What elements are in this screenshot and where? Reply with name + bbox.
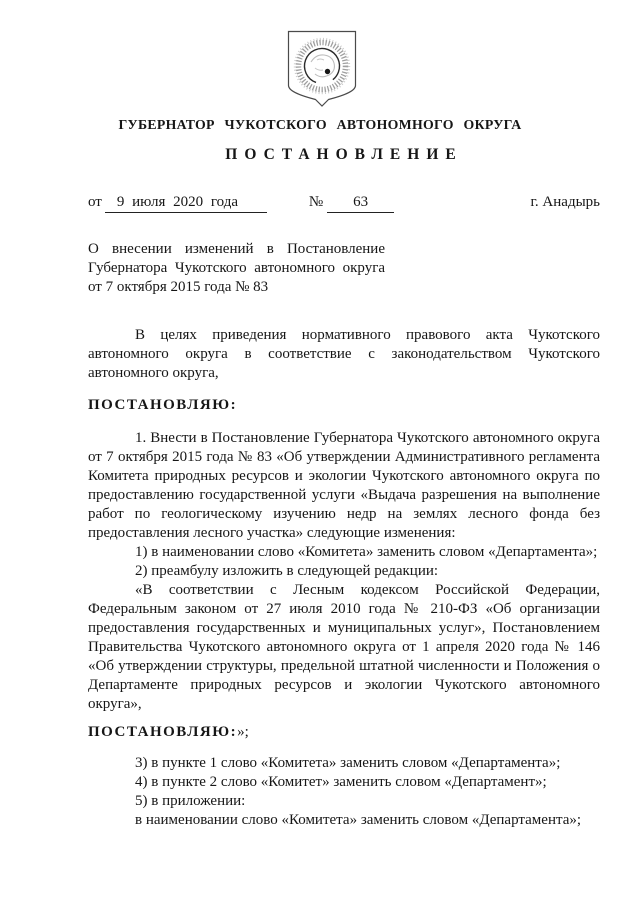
subject-line: Губернатора Чукотского автономного округа [88, 260, 385, 276]
amendment-item-2: 2) преамбулу изложить в следующей редакции: [135, 563, 439, 579]
number-label: № [308, 194, 324, 210]
chukotka-coat-of-arms-icon [287, 30, 357, 113]
number-value: 63 [327, 193, 394, 213]
subject-line: О внесении изменений в Постановление [88, 241, 385, 257]
document-subject [88, 240, 385, 297]
amendment-item-3: 3) в пункте 1 слово «Комитета» заменить словом «Департамента»; [135, 755, 561, 771]
amendment-intro-paragraph: 1. Внести в Постановление Губернатора Чукотского автономного округа от 7 октября 2015 года № 83 «Об утверждении Административного регламента Комитета природных ресурсов и экологии Чукотского автономного округа по предоставлению государственной услуги «Выдача разрешения на выполнение работ по геологическому изучению недр на землях лесного фонда без предоставления лесного участка» следующие изменения: [88, 430, 600, 541]
document-type-title: ПОСТАНОВЛЕНИЕ [225, 146, 463, 163]
intro-paragraph: В целях приведения нормативного правового акта Чукотского автономного округа в соответствие с законодательством Чукотского автономного округа, [88, 327, 600, 381]
amendment-item-5: 5) в приложении: [135, 793, 246, 809]
organization-name: ГУБЕРНАТОР ЧУКОТСКОГО АВТОНОМНОГО ОКРУГА [118, 117, 522, 132]
amendment-item-1: 1) в наименовании слово «Комитета» заменить словом «Департамента»; [135, 544, 598, 560]
subject-line: от 7 октября 2015 года № 83 [88, 279, 269, 295]
resolve-heading-quoted [88, 723, 600, 742]
resolve-heading-quoted-suffix: »; [237, 724, 249, 740]
date-number-place-row [88, 193, 600, 213]
amendment-item-4: 4) в пункте 2 слово «Комитет» заменить словом «Департамент»; [135, 774, 547, 790]
resolve-heading-quoted-bold: ПОСТАНОВЛЯЮ: [88, 724, 238, 740]
amendment-item-5a: в наименовании слово «Комитета» заменить словом «Департамента»; [135, 812, 582, 828]
date-prefix-label: от [88, 194, 102, 210]
new-preamble-paragraph: «В соответствии с Лесным кодексом Российской Федерации, Федеральным законом от 27 июля 2010 года № 210-ФЗ «Об организации предоставления государственных и муниципальных услуг», Постановлением Правительства Чукотского автономного округа от 1 апреля 2020 года № 146 «Об утверждении структуры, предельной штатной численности и Положения о Департаменте природных ресурсов и экологии Чукотского автономного округа», [88, 582, 600, 712]
date-value: 9 июля 2020 года [105, 193, 267, 213]
place-label: г. Анадырь [530, 194, 600, 210]
resolve-heading: ПОСТАНОВЛЯЮ: [88, 397, 238, 413]
